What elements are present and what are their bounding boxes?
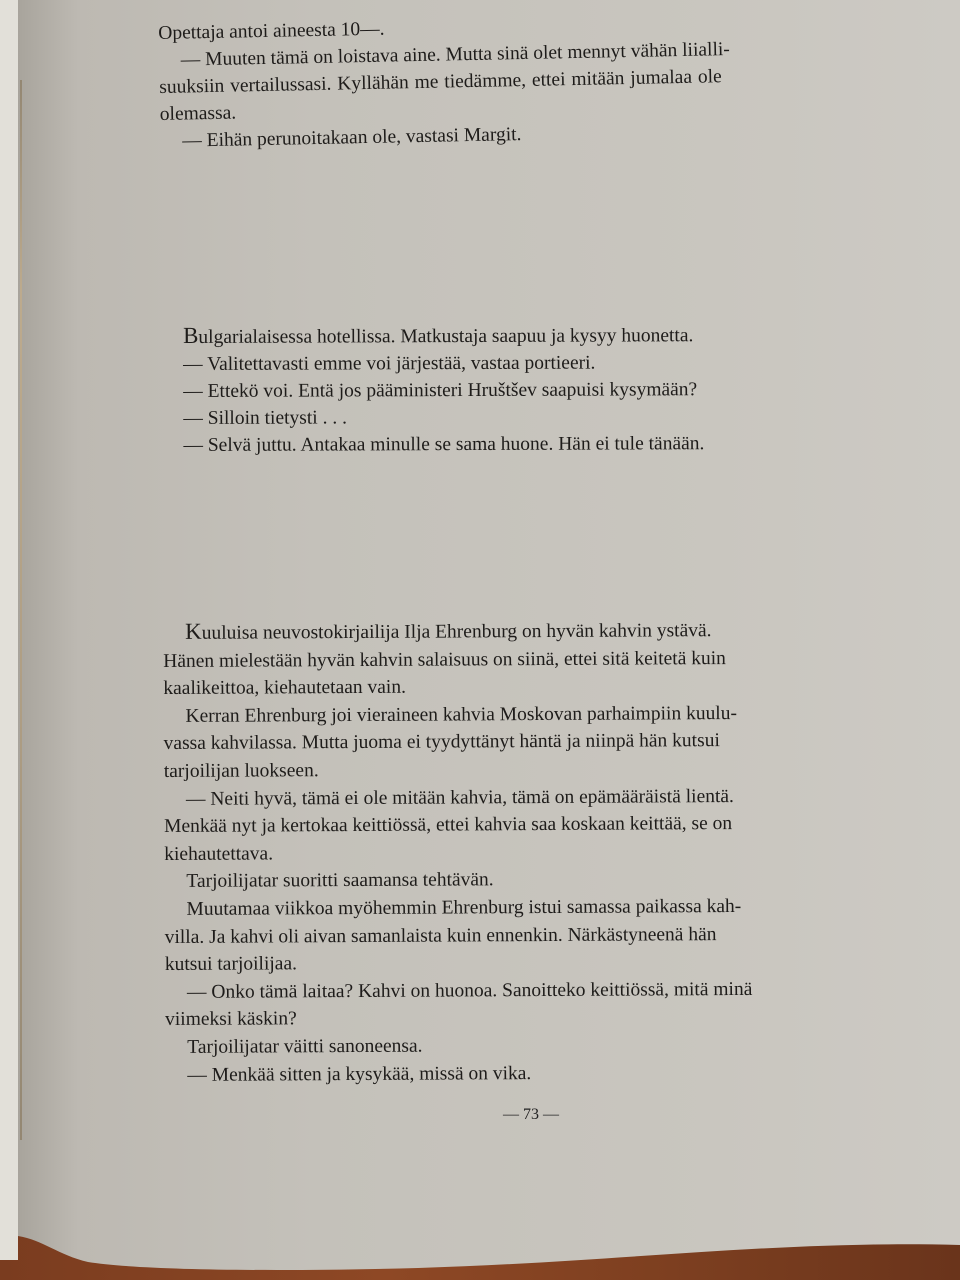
text-line: Menkää nyt ja kertokaa keittiössä, ettei kahvia saa koskaan keittää, se on (164, 813, 733, 838)
text-line: kutsui tarjoilijaa. (164, 953, 298, 976)
text-line: — Muuten tämä on loistava aine. Mutta sinä olet mennyt vähän liialli- (180, 39, 730, 71)
story-ehrenburg-coffee (163, 615, 753, 1089)
text-line: — Silloin tietysti . . . (183, 407, 347, 429)
text-line: ulgarialaisessa hotellissa. Matkustaja saapuu ja kysyy huonetta. (198, 325, 694, 348)
text-line: — Ettekö voi. Entä jos pääministeri Hruštšev saapuisi kysymään? (183, 379, 698, 402)
page-gutter (20, 80, 22, 1140)
text-line: tarjoilijan luokseen. (163, 760, 319, 782)
text-line: — Onko tämä laitaa? Kahvi on huonoa. Sanoitteko keittiössä, mitä minä (186, 978, 753, 1003)
text-line: villa. Ja kahvi oli aivan samanlaista kuin ennenkin. Närkästyneenä hän (164, 923, 717, 948)
text-line: — Eihän perunoitakaan ole, vastasi Margit. (182, 124, 522, 152)
text-line: kiehautettava. (164, 843, 274, 865)
story-bulgarian-hotel (183, 320, 704, 459)
text-line: Tarjoilijatar väitti sanoneensa. (187, 1035, 423, 1058)
text-line: Kerran Ehrenburg joi vieraineen kahvia Moskovan parhaimpiin kuulu- (185, 702, 737, 727)
text-line: uuluisa neuvostokirjailija Ilja Ehrenburg on hyvän kahvin ystävä. (201, 620, 712, 644)
text-line: — Valitettavasti emme voi järjestää, vastaa portieeri. (183, 352, 596, 375)
text-line: vassa kahvilassa. Mutta juoma ei tyydyttänyt häntä ja niinpä hän kutsui (163, 730, 720, 755)
text-line: — Selvä juttu. Antakaa minulle se sama huone. Hän ei tule tänään. (183, 433, 705, 456)
page-number: — 73 — (503, 1106, 559, 1123)
text-line: — Neiti hyvä, tämä ei ole mitään kahvia, tämä on epämääräistä lientä. (185, 785, 734, 810)
text-line: suuksiin vertailussasi. Kyllähän me tiedämme, ettei mitään jumalaa ole (159, 66, 722, 98)
text-line: Hänen mielestään hyvän kahvin salaisuus on siinä, ettei sitä keitetä kuin (163, 647, 726, 672)
text-line: viimeksi käskin? (165, 1008, 297, 1031)
text-line: Muutamaa viikkoa myöhemmin Ehrenburg istui samassa paikassa kah- (186, 895, 742, 920)
text-line: kaalikeittoa, kiehautetaan vain. (163, 676, 406, 700)
text-line: Tarjoilijatar suoritti saamansa tehtävän. (186, 869, 494, 893)
text-line: — Menkää sitten ja kysykää, missä on vika. (187, 1062, 532, 1086)
adjacent-page-edge (0, 0, 18, 1260)
story-teacher-essay (158, 9, 732, 155)
initial-letter: K (185, 618, 202, 644)
text-line: Opettaja antoi aineesta 10—. (158, 18, 385, 44)
initial-letter: B (183, 322, 199, 348)
text-line: olemassa. (159, 102, 237, 125)
